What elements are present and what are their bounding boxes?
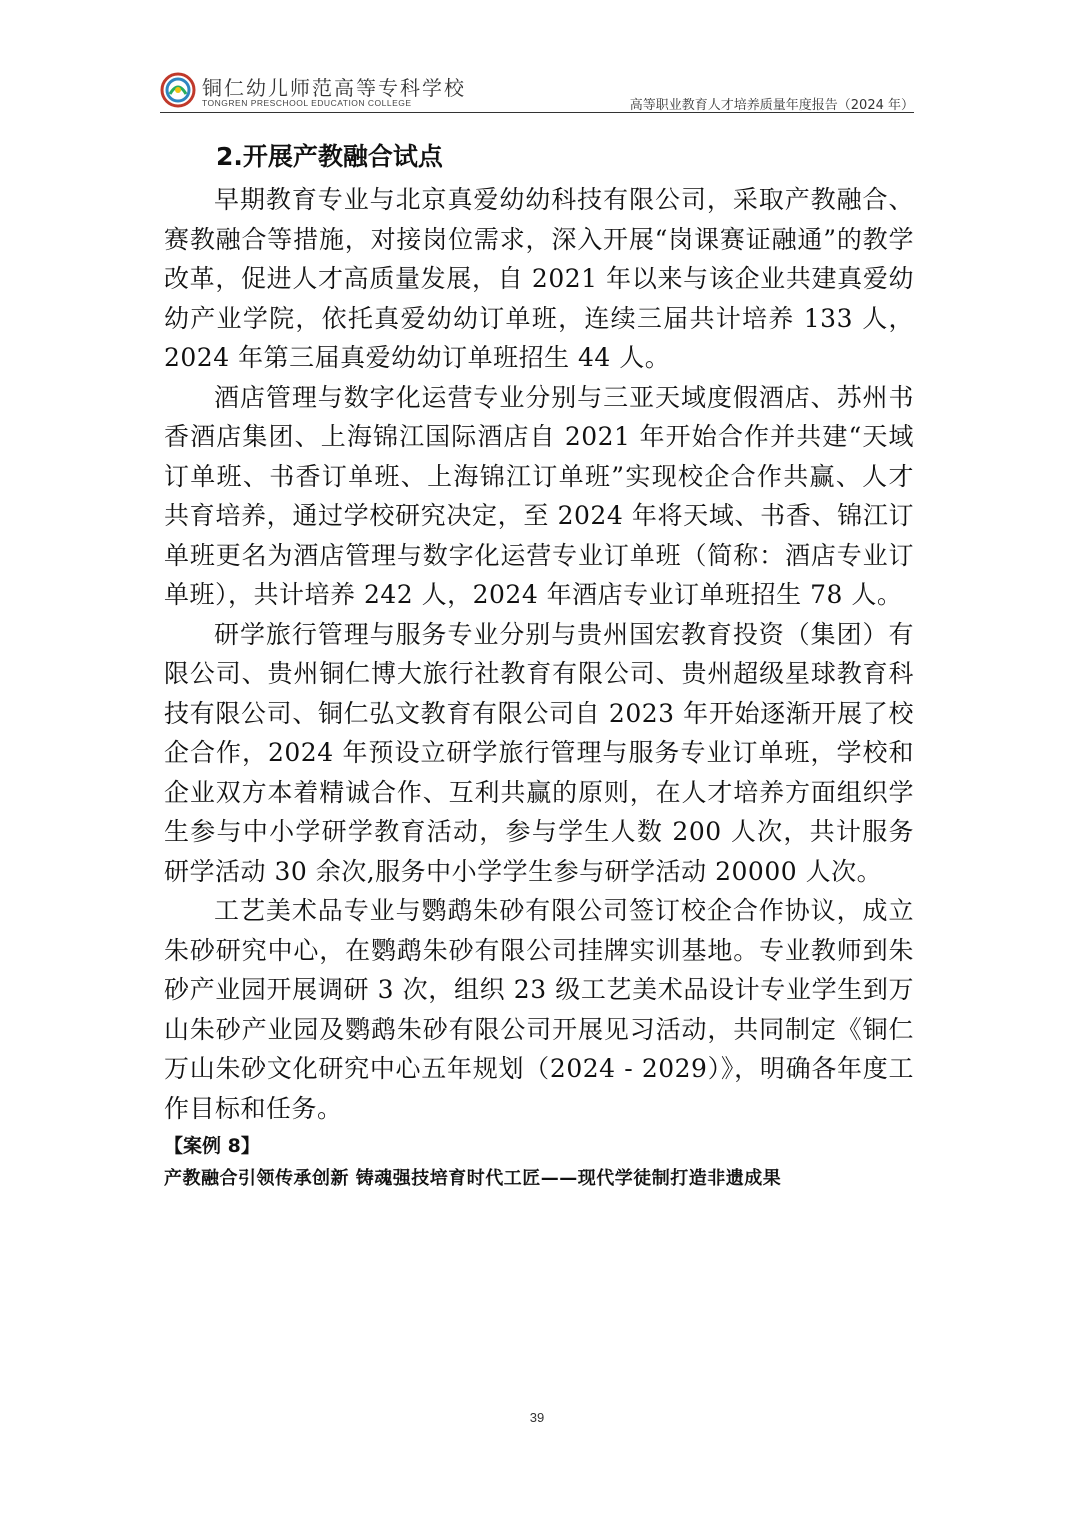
school-name-en: TONGREN PRESCHOOL EDUCATION COLLEGE <box>202 98 412 108</box>
page-number: 39 <box>529 1410 545 1425</box>
page-header <box>160 66 914 113</box>
school-emblem-icon <box>160 72 196 108</box>
case-title: 产教融合引领传承创新 铸魂强技培育时代工匠——现代学徒制打造非遗成果 <box>164 1168 782 1189</box>
section-title: 2.开展产教融合试点 <box>216 142 443 171</box>
school-name-cn: 铜仁幼儿师范高等专科学校 <box>202 76 466 100</box>
page-content <box>164 138 914 1196</box>
report-title: 高等职业教育人才培养质量年度报告（2024 年） <box>629 98 914 113</box>
paragraph: 早期教育专业与北京真爱幼幼科技有限公司，采取产教融合、赛教融合等措施，对接岗位需求，深入开展“岗课赛证融通”的教学改革，促进人才高质量发展，自 2021 年以来与该企业共建真爱幼幼产业学院，依托真爱幼幼订单班，连续三届共计培养 133 人，2024 年第三届真爱幼幼订单班招生 44 人。 <box>164 185 914 372</box>
paragraph: 工艺美术品专业与鹦鹉朱砂有限公司签订校企合作协议，成立朱砂研究中心，在鹦鹉朱砂有限公司挂牌实训基地。专业教师到朱砂产业园开展调研 3 次，组织 23 级工艺美术品设计专业学生到万山朱砂产业园及鹦鹉朱砂有限公司开展见习活动，共同制定《铜仁万山朱砂文化研究中心五年规划（2024 - 2029）》，明确各年度工作目标和任务。 <box>164 896 914 1123</box>
case-label: 【案例 8】 <box>164 1135 260 1157</box>
paragraph: 研学旅行管理与服务专业分别与贵州国宏教育投资（集团）有限公司、贵州铜仁博大旅行社教育有限公司、贵州超级星球教育科技有限公司、铜仁弘文教育有限公司自 2023 年开始逐渐开展了校企合作，2024 年预设立研学旅行管理与服务专业订单班，学校和企业双方本着精诚合作、互利共赢的原则，在人才培养方面组织学生参与中小学研学教育活动，参与学生人数 200 人次，共计服务研学活动 30 余次,服务中小学学生参与研学活动 20000 人次。 <box>164 619 914 886</box>
paragraph: 酒店管理与数字化运营专业分别与三亚天域度假酒店、苏州书香酒店集团、上海锦江国际酒店自 2021 年开始合作并共建“天域订单班、书香订单班、上海锦江订单班”实现校企合作共赢、人才共育培养，通过学校研究决定，至 2024 年将天域、书香、锦江订单班更名为酒店管理与数字化运营专业订单班（简称：酒店专业订单班），共计培养 242 人，2024 年酒店专业订单班招生 78 人。 <box>164 382 914 609</box>
